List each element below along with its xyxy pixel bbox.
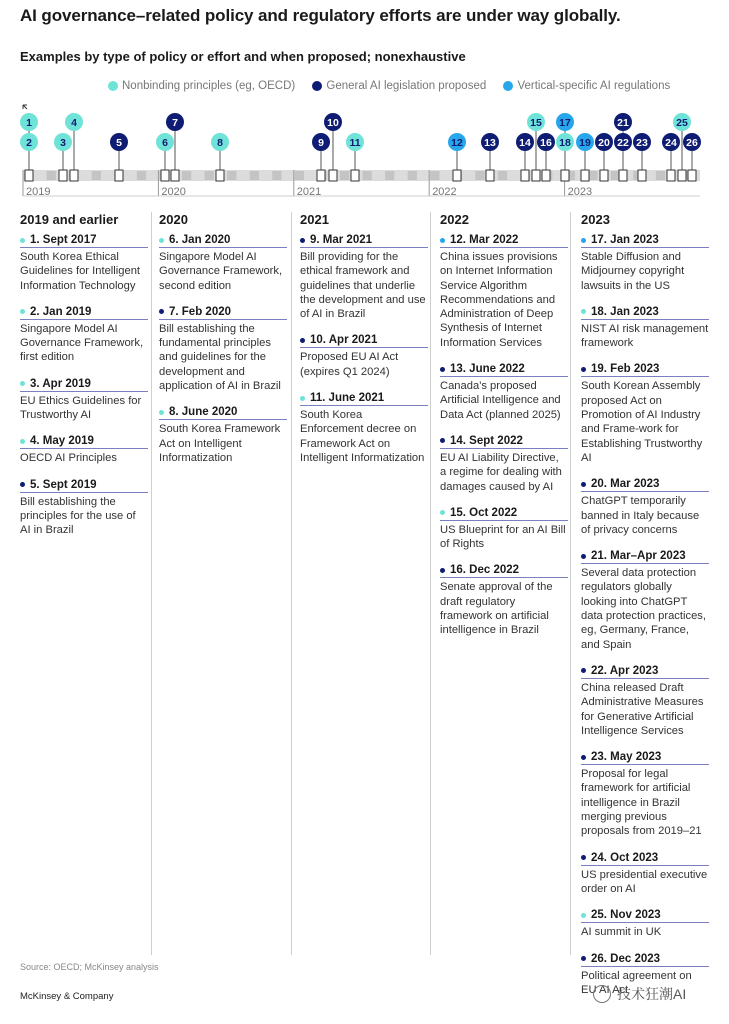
timeline-month-cell (588, 171, 597, 180)
marker-number: 5 (116, 136, 122, 149)
event-item (581, 234, 709, 293)
legend-item-nonbinding (108, 80, 295, 92)
event-date-row (581, 953, 709, 967)
marker-number: 3 (60, 136, 66, 149)
event-description: EU Ethics Guidelines for Trustworthy AI (20, 394, 142, 422)
event-date: 4. May 2019 (30, 435, 94, 448)
column-divider (291, 212, 292, 955)
event-date: 6. Jan 2020 (169, 234, 231, 246)
event-type-dot (440, 238, 445, 243)
marker-number: 17 (559, 116, 571, 129)
event-description: OECD AI Principles (20, 452, 117, 465)
marker-number: 6 (162, 136, 168, 149)
event-date-row (440, 507, 568, 521)
marker-date-box (161, 170, 169, 181)
event-description: Bill establishing the fundamental principles and guidelines for the development and application of AI in Brazil (159, 322, 281, 393)
event-date-row (581, 909, 709, 923)
event-date-row (20, 234, 148, 248)
marker-number: 18 (559, 136, 571, 149)
event-description: US Blueprint for an AI Bill of Rights (440, 523, 566, 551)
event-date: 14. Sept 2022 (450, 434, 523, 447)
marker-date-box (619, 170, 627, 181)
event-type-dot (159, 238, 164, 243)
column-divider (570, 212, 571, 955)
event-item (440, 363, 568, 422)
event-date: 10. Apr 2021 (310, 334, 378, 347)
event-date-row (440, 234, 568, 248)
column-divider (430, 212, 431, 955)
event-date: 21. Mar–Apr 2023 (591, 550, 686, 563)
timeline-month-cell (295, 171, 304, 180)
marker-date-box (486, 170, 494, 181)
event-description: Bill establishing the principles for the use of AI in Brazil (20, 495, 136, 537)
event-date-row (159, 234, 287, 248)
event-item (159, 306, 287, 393)
marker-date-box (453, 170, 461, 181)
column-2019 (20, 212, 148, 551)
event-item (581, 550, 709, 652)
event-date: 9. Mar 2021 (310, 234, 373, 246)
legend-item-general (312, 80, 486, 92)
event-date: 5. Sept 2019 (30, 478, 97, 491)
event-type-dot (581, 554, 586, 559)
event-date: 25. Nov 2023 (591, 909, 661, 922)
event-date: 13. June 2022 (450, 363, 525, 376)
event-item (20, 306, 148, 365)
event-date: 20. Mar 2023 (591, 478, 660, 491)
event-date: 18. Jan 2023 (591, 305, 659, 318)
marker-number: 22 (617, 136, 629, 149)
event-description: Singapore Model AI Governance Framework, first edition (20, 322, 144, 364)
event-date: 24. Oct 2023 (591, 851, 659, 864)
timeline-month-cell (430, 171, 439, 180)
event-date-row (159, 306, 287, 320)
event-date: 23. May 2023 (591, 751, 662, 764)
event-item (581, 909, 709, 939)
event-description: South Korean Assembly proposed Act on Promotion of AI Industry and Frame-work for Establishing Trustworthy AI (581, 380, 703, 464)
event-item (20, 479, 148, 538)
marker-number: 23 (636, 136, 648, 149)
marker-number: 7 (172, 116, 178, 129)
marker-date-box (581, 170, 589, 181)
event-date: 22. Apr 2023 (591, 664, 659, 677)
marker-date-box (351, 170, 359, 181)
event-description: South Korea Framework Act on Intelligent Informatization (159, 423, 281, 464)
marker-number: 26 (686, 136, 698, 149)
event-description: South Korea Enforcement decree on Framework Act on Intelligent Informatization (300, 409, 425, 464)
event-date-row (581, 852, 709, 866)
column-2021 (300, 212, 428, 478)
event-date: 1. Sept 2017 (30, 234, 97, 246)
event-item (440, 234, 568, 350)
marker-date-box (25, 170, 33, 181)
event-date-row (300, 334, 428, 348)
event-date-row (581, 363, 709, 377)
event-item (159, 234, 287, 293)
event-date-row (440, 564, 568, 578)
event-type-dot (581, 309, 586, 314)
event-date-row (20, 378, 148, 392)
year-label: 2021 (296, 186, 322, 198)
event-item (581, 478, 709, 537)
marker-number: 13 (484, 136, 496, 149)
footer-brand: McKinsey & Company (20, 991, 114, 1002)
event-type-dot (300, 396, 305, 401)
timeline-month-cell (182, 171, 191, 180)
marker-date-box (317, 170, 325, 181)
marker-number: 4 (71, 116, 77, 129)
event-date: 26. Dec 2023 (591, 952, 661, 965)
timeline-month-cell (385, 171, 394, 180)
event-type-dot (300, 338, 305, 343)
event-date-row (20, 435, 148, 449)
column-header: 2023 (581, 212, 610, 227)
legend-dot-general (312, 81, 322, 91)
event-type-dot (20, 238, 25, 243)
event-item (581, 665, 709, 738)
event-type-dot (20, 439, 25, 444)
page-subtitle: Examples by type of policy or effort and when proposed; nonexhaustive (20, 49, 466, 64)
marker-date-box (329, 170, 337, 181)
event-item (440, 507, 568, 552)
event-type-dot (440, 568, 445, 573)
timeline-month-cell (250, 171, 259, 180)
legend-dot-vertical (503, 81, 513, 91)
event-item (20, 234, 148, 293)
event-description: Political agreement on EU AI Act (581, 969, 692, 996)
event-description: EU AI Liability Directive, a regime for dealing with damages caused by AI (440, 451, 562, 493)
event-type-dot (20, 381, 25, 386)
timeline-month-cell (363, 171, 372, 180)
event-description: South Korea Ethical Guidelines for Intelligent Information Technology (20, 251, 141, 292)
timeline-month-cell (227, 171, 236, 180)
event-type-dot (440, 510, 445, 515)
timeline-month-cell (272, 171, 281, 180)
marker-number: 24 (665, 136, 677, 149)
marker-date-box (600, 170, 608, 181)
column-header: 2021 (300, 212, 329, 227)
watermark (593, 984, 686, 1004)
marker-date-box (638, 170, 646, 181)
event-type-dot (20, 482, 25, 487)
event-date-row (20, 479, 148, 493)
event-item (581, 751, 709, 838)
event-type-dot (581, 855, 586, 860)
marker-date-box (521, 170, 529, 181)
event-date: 12. Mar 2022 (450, 234, 519, 246)
event-type-dot (581, 956, 586, 961)
event-date: 15. Oct 2022 (450, 506, 518, 519)
event-type-dot (581, 482, 586, 487)
event-date-row (159, 406, 287, 420)
event-date-row (440, 363, 568, 377)
event-description: Senate approval of the draft regulatory framework on artificial intelligence in Brazil (440, 581, 553, 637)
event-description: Bill providing for the ethical framework and guidelines that underlie the development and use of AI in Brazil (300, 251, 426, 321)
marker-number: 10 (327, 116, 339, 129)
event-type-dot (581, 367, 586, 372)
marker-date-box (561, 170, 569, 181)
timeline (0, 100, 729, 200)
marker-date-box (688, 170, 696, 181)
timeline-month-cell (340, 171, 349, 180)
event-date: 3. Apr 2019 (30, 377, 91, 390)
event-item (440, 564, 568, 637)
event-type-dot (300, 238, 305, 243)
legend-label-nonbinding: Nonbinding principles (eg, OECD) (122, 80, 296, 92)
marker-number: 8 (217, 136, 223, 149)
event-item (20, 435, 148, 465)
marker-date-box (542, 170, 550, 181)
marker-date-box (59, 170, 67, 181)
page-title: AI governance–related policy and regulatory efforts are under way globally. (20, 6, 621, 25)
event-type-dot (440, 367, 445, 372)
year-label: 2020 (161, 186, 186, 198)
timeline-month-cell (408, 171, 417, 180)
event-date: 2. Jan 2019 (30, 305, 92, 318)
event-date: 7. Feb 2020 (169, 305, 232, 318)
marker-number: 9 (318, 136, 324, 149)
marker-date-box (171, 170, 179, 181)
column-divider (151, 212, 152, 955)
event-item (300, 234, 428, 321)
event-date: 17. Jan 2023 (591, 234, 659, 246)
year-label: 2022 (432, 186, 457, 198)
wechat-icon (593, 985, 611, 1003)
marker-number: 16 (540, 136, 552, 149)
event-date-row (300, 392, 428, 406)
year-label: 2023 (567, 186, 593, 198)
event-type-dot (581, 913, 586, 918)
event-item (20, 378, 148, 423)
event-date-row (300, 234, 428, 248)
marker-number: 20 (598, 136, 610, 149)
event-type-dot (159, 309, 164, 314)
timeline-month-cell (47, 171, 56, 180)
column-2020 (159, 212, 287, 478)
timeline-month-cell (498, 171, 507, 180)
timeline-month-cell (137, 171, 146, 180)
event-item (581, 306, 709, 351)
earlier-arrow-icon (23, 105, 27, 109)
marker-number: 12 (451, 136, 463, 149)
event-date: 11. June 2021 (310, 392, 385, 405)
marker-date-box (678, 170, 686, 181)
watermark-text: 技术狂潮AI (617, 986, 687, 1002)
event-type-dot (581, 755, 586, 760)
marker-date-box (115, 170, 123, 181)
marker-number: 15 (530, 116, 542, 129)
marker-number: 21 (617, 116, 629, 129)
event-date: 16. Dec 2022 (450, 564, 520, 577)
event-date-row (581, 550, 709, 564)
event-description: US presidential executive order on AI (581, 868, 708, 895)
event-item (581, 363, 709, 465)
marker-number: 25 (676, 116, 688, 129)
legend-dot-nonbinding (108, 81, 118, 91)
event-description: China issues provisions on Internet Information Service Algorithm Recommendations and Administration of Deep Synthesis of Internet Information Services (440, 251, 558, 349)
event-date-row (440, 435, 568, 449)
event-item (159, 406, 287, 465)
event-date-row (581, 665, 709, 679)
legend (108, 80, 684, 94)
marker-date-box (216, 170, 224, 181)
event-type-dot (440, 438, 445, 443)
column-2022 (440, 212, 568, 651)
marker-number: 2 (26, 136, 32, 149)
legend-label-general: General AI legislation proposed (326, 80, 487, 92)
event-item (440, 435, 568, 494)
timeline-month-cell (205, 171, 214, 180)
event-date-row (581, 478, 709, 492)
timeline-month-cell (656, 171, 665, 180)
event-item (300, 392, 428, 465)
event-description: NIST AI risk management framework (581, 322, 709, 350)
marker-number: 19 (579, 136, 591, 149)
event-description: Proposed EU AI Act (expires Q1 2024) (300, 351, 399, 378)
event-description: Proposal for legal framework for artificial intelligence in Brazil merging previous proposals from 2019–21 (581, 768, 702, 838)
event-description: China released Draft Administrative Measures for Generative Artificial Intelligence Services (581, 681, 704, 737)
event-item (581, 852, 709, 897)
event-type-dot (581, 238, 586, 243)
event-description: Singapore Model AI Governance Framework, second edition (159, 251, 283, 292)
event-type-dot (20, 309, 25, 314)
column-header: 2019 and earlier (20, 212, 119, 227)
year-label: 2019 (26, 186, 51, 198)
event-description: Stable Diffusion and Midjourney copyright lawsuits in the US (581, 251, 685, 292)
column-header: 2022 (440, 212, 469, 227)
marker-number: 14 (519, 136, 531, 149)
legend-item-vertical (503, 80, 670, 92)
event-type-dot (159, 410, 164, 415)
timeline-month-cell (92, 171, 101, 180)
marker-date-box (532, 170, 540, 181)
marker-number: 11 (349, 136, 361, 149)
event-type-dot (581, 668, 586, 673)
marker-number: 1 (26, 116, 32, 129)
marker-date-box (667, 170, 675, 181)
legend-label-vertical: Vertical-specific AI regulations (517, 80, 671, 92)
event-date: 19. Feb 2023 (591, 363, 660, 376)
event-description: AI summit in UK (581, 926, 662, 939)
event-date-row (581, 234, 709, 248)
column-header: 2020 (159, 212, 188, 227)
event-description: Canada's proposed Artificial Intelligence and Data Act (planned 2025) (440, 380, 561, 421)
event-description: Several data protection regulators globally looking into ChatGPT data protection practices, eg, Germany, France, and Spain (581, 567, 706, 651)
timeline-month-cell (475, 171, 484, 180)
event-date-row (20, 306, 148, 320)
marker-date-box (70, 170, 78, 181)
column-2023 (581, 212, 709, 1010)
event-date-row (581, 751, 709, 765)
event-date-row (581, 306, 709, 320)
event-description: ChatGPT temporarily banned in Italy because of privacy concerns (581, 495, 700, 536)
event-item (300, 334, 428, 379)
source-note: Source: OECD; McKinsey analysis (20, 962, 159, 972)
event-date: 8. June 2020 (169, 406, 238, 419)
